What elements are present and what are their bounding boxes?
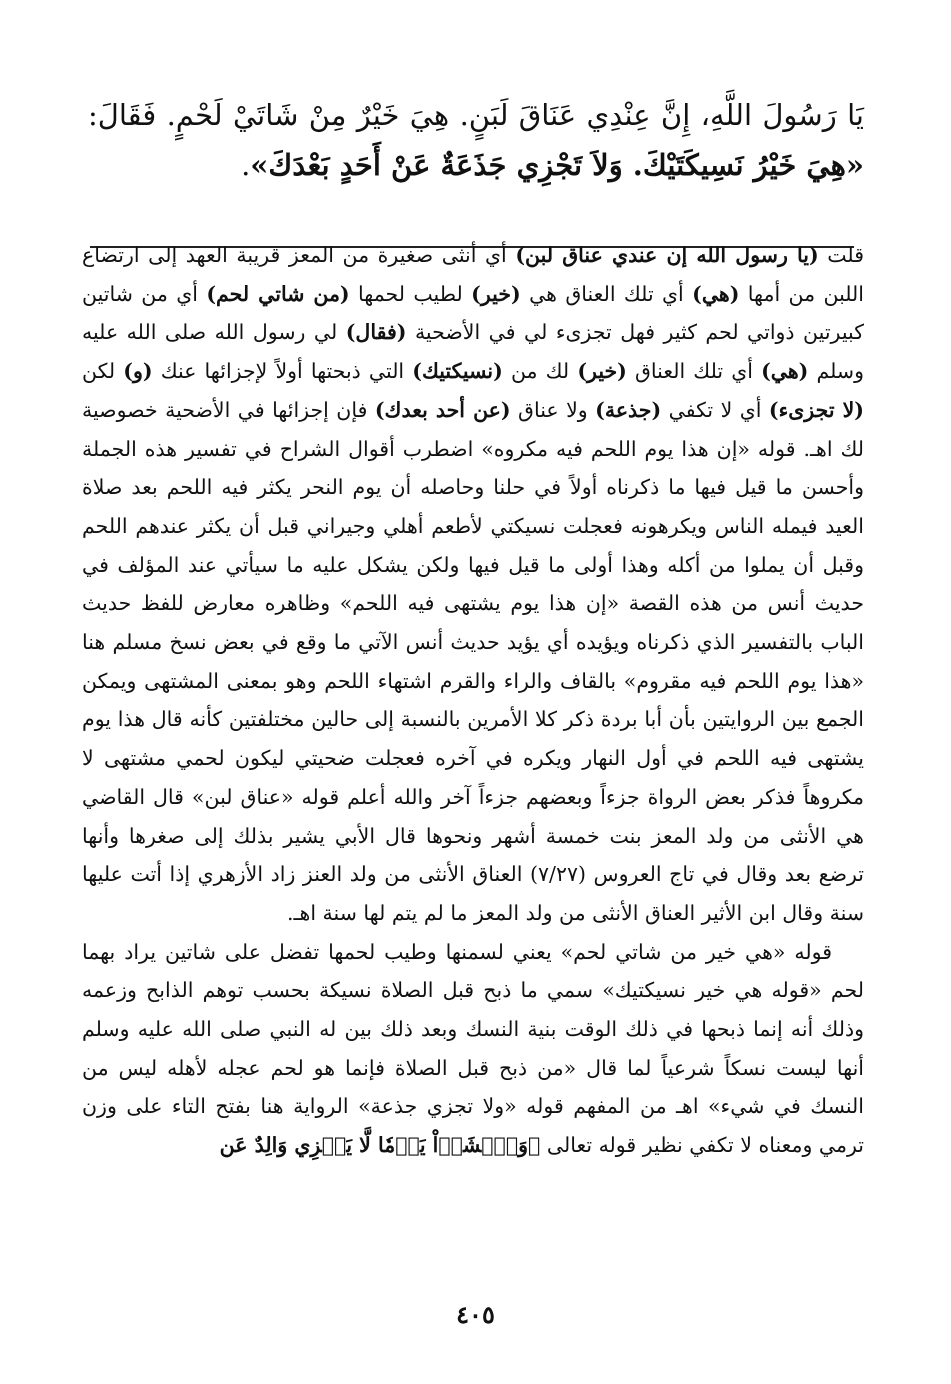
- quoted-phrase: (خير): [577, 359, 627, 384]
- quoted-phrase: (فقال): [345, 320, 407, 345]
- quoted-phrase: (هي): [761, 359, 809, 384]
- quoted-phrase: (خير): [471, 281, 521, 306]
- commentary-text: أي تلك العناق هي: [520, 281, 693, 306]
- commentary-paragraph-1: [82, 236, 864, 933]
- commentary-text: قلت: [818, 243, 865, 267]
- commentary-text: أي تلك العناق: [626, 359, 762, 384]
- commentary-text: أي لا تكفي: [661, 397, 769, 422]
- commentary-text: ولا عناق: [510, 397, 596, 422]
- hadith-quote: «هِيَ خَيْرُ نَسِيكَتَيْكَ. وَلاَ تَجْزِي جَذَعَةٌ عَنْ أَحَدٍ بَعْدَكَ»: [250, 148, 864, 182]
- quoted-phrase: (و): [123, 359, 153, 384]
- quoted-phrase: ﴿وَٱخۡشَوۡاْ يَوۡمٗا لَّا يَجۡزِي وَالِدٌ عَن: [219, 1133, 541, 1158]
- commentary-text: التي ذبحتها أولاً لإجزائها عنك: [152, 359, 413, 384]
- quoted-phrase: (جذعة): [595, 397, 662, 422]
- quoted-phrase: (نسيكتيك): [412, 359, 503, 384]
- quoted-phrase: (عن أحد بعدك): [374, 397, 511, 422]
- commentary-text: فإن إجزائها في الأضحية خصوصية لك اهـ. قوله «إن هذا يوم اللحم فيه مكروه» اضطرب أقوال الشراح في تفسير هذه الجملة وأحسن ما قيل فيها ما ذكرناه أولاً في حلنا وحاصله أن يوم النحر يكثر فيه اللحم بعد صلاة العيد فيمله الناس ويكرهونه فعجلت نسيكتي لأطعم أهلي وجيراني قبل أن يكثر عندهم اللحم وقبل أن يملوا من أكله وهذا أولى ما قيل فيها ولكن يشكل عليه ما سيأتي عند المؤلف في حديث أنس من هذه القصة «إن هذا يوم يشتهى فيه اللحم» وظاهره معارض للفظ حديث الباب بالتفسير الذي ذكرناه ويؤيده أي يؤيد حديث أنس الآتي ما وقع في بعض نسخ مسلم هنا «هذا يوم اللحم فيه مقروم» بالقاف والراء والقرم اشتهاء اللحم وهو بمعنى المشتهى ويمكن الجمع بين الروايتين بأن أبا بردة ذكر كلا الأمرين بالنسبة إلى حالين مختلفتين كأنه قال هذا يوم يشتهى فيه اللحم في أول النهار ويكره في آخره فعجلت ضحيتي ليكون لحمي مشتهى لا مكروهاً فذكر بعض الرواة جزءاً وبعضهم جزءاً آخر والله أعلم قوله «عناق لبن» قال القاضي هي الأنثى من ولد المعز بنت خمسة أشهر ونحوها قال الأبي يشير بذلك إلى صغرها وأنها ترضع بعد وقال في تاج العروس (٧/٢٧) العناق الأنثى من ولد العنز زاد الأزهري إذا أتت عليها سنة وقال ابن الأثير العناق الأنثى من ولد المعز ما لم يتم لها سنة اهـ.: [82, 397, 864, 925]
- commentary-paragraph-2: [82, 933, 864, 1165]
- quoted-phrase: (يا رسول الله إن عندي عناق لبن): [515, 243, 819, 267]
- hadith-text: [88, 90, 864, 190]
- commentary-text: أي أنثى صغيرة من المعز قريبة العهد إلى ارتضاع اللبن من أمها: [82, 243, 864, 306]
- quoted-phrase: (هي): [692, 281, 740, 306]
- commentary-text: لطيب لحمها: [349, 281, 472, 306]
- hadith-segment: يَا رَسُولَ اللَّهِ، إِنَّ عِنْدِي عَنَاقَ لَبَنٍ. هِيَ خَيْرٌ مِنْ شَاتَيْ لَحْمٍ. فَقَالَ:: [88, 98, 864, 132]
- page-number: ٤٠٥: [456, 1300, 495, 1329]
- quoted-phrase: (لا تجزىء): [768, 397, 865, 422]
- commentary-block: [82, 236, 864, 1165]
- commentary-text: قوله «هي خير من شاتي لحم» يعني لسمنها وطيب لحمها تفضل على شاتين يراد بهما لحم «قوله هي خير نسيكتيك» سمي ما ذبح قبل الصلاة نسيكة بحسب توهم الذابح وزعمه وذلك أنه إنما ذبحها في ذلك الوقت بنية النسك وبعد ذلك بين له النبي صلى الله عليه وسلم أنها ليست نسكاً شرعياً لما قال «من ذبح قبل الصلاة فإنما هو لحم عجله لأهله ليس من النسك في شيء» اهـ من المفهم قوله «ولا تجزي جذعة» الرواية هنا بفتح التاء على وزن ترمي ومعناه لا تكفي نظير قوله تعالى: [82, 939, 864, 1158]
- quoted-phrase: (من شاتي لحم): [206, 281, 350, 306]
- commentary-text: لكن: [82, 359, 124, 384]
- hadith-segment: .: [241, 148, 251, 182]
- commentary-text: لي رسول الله صلى الله عليه وسلم: [82, 320, 864, 384]
- commentary-text: لك من: [502, 359, 578, 384]
- commentary-text: أي من شاتين كبيرتين ذواتي لحم كثير فهل تجزىء لي في الأضحية: [82, 281, 864, 345]
